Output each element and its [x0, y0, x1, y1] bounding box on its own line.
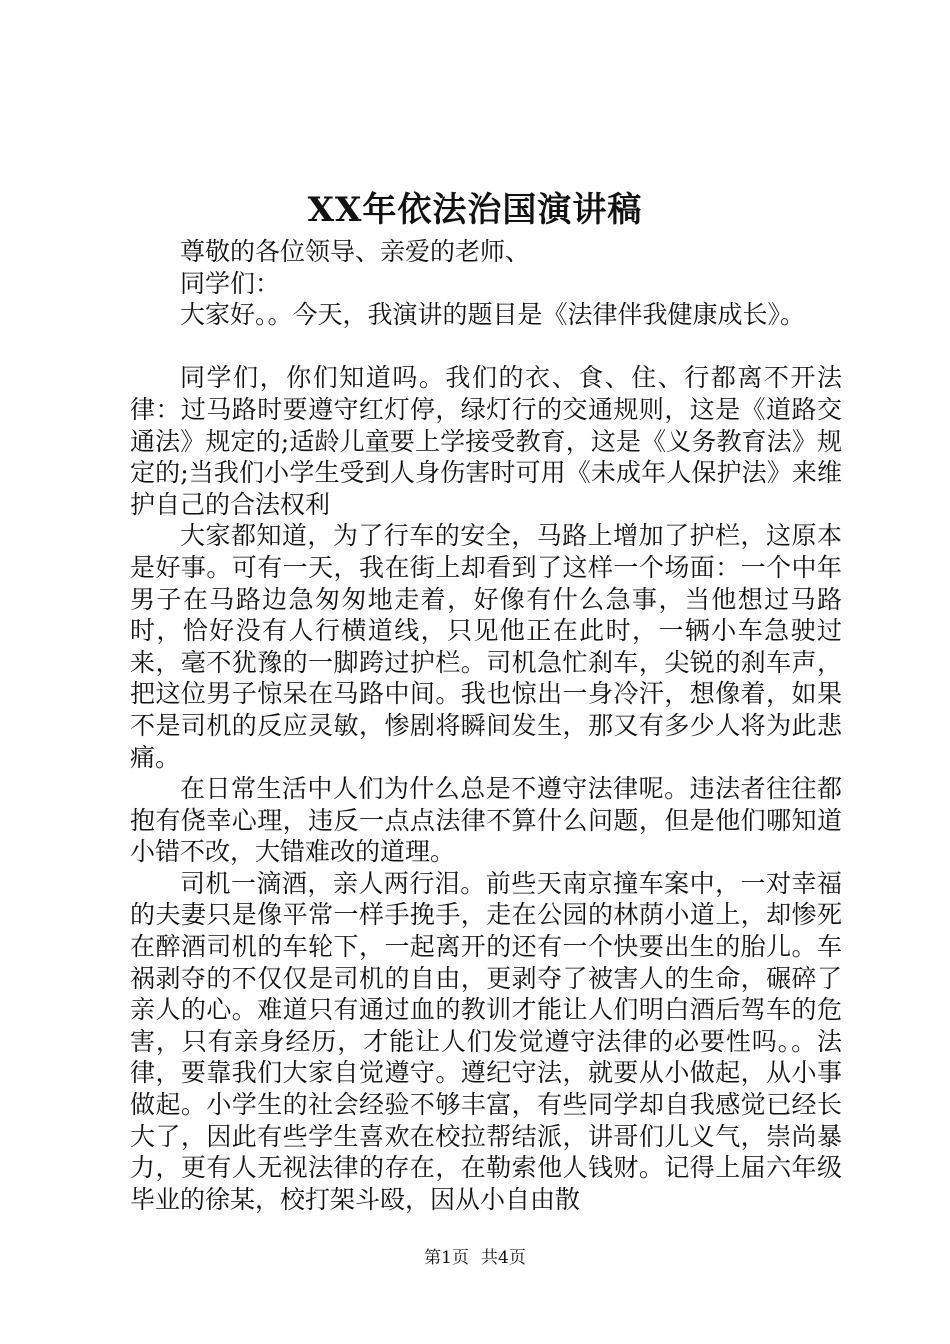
document-body	[130, 236, 842, 1215]
body-paragraph-1: 同学们，你们知道吗。我们的衣、食、住、行都离不开法律：过马路时要遵守红灯停，绿灯行的交通规则，这是《道路交通法》规定的;适龄儿童要上学接受教育，这是《义务教育法》规定的;当我们小学生受到人身伤害时可用《未成年人保护法》来维护自己的合法权利	[130, 363, 842, 519]
greeting-paragraph: 大家好。。今天，我演讲的题目是《法律伴我健康成长》。	[180, 300, 806, 330]
salutation-line-1: 尊敬的各位领导、亲爱的老师、	[180, 237, 531, 266]
body-paragraph-3: 在日常生活中人们为什么总是不遵守法律呢。违法者往往都抱有侥幸心理，违反一点点法律不算什么问题，但是他们哪知道小错不改，大错难改的道理。	[130, 774, 842, 867]
document-title: XX年依法治国演讲稿	[307, 190, 643, 230]
body-paragraph-4: 司机一滴酒，亲人两行泪。前些天南京撞车案中，一对幸福的夫妻只是像平常一样手挽手，走在公园的林荫小道上，却惨死在醉酒司机的车轮下，一起离开的还有一个快要出生的胎儿。车祸剥夺的不仅仅是司机的自由，更剥夺了被害人的生命，碾碎了亲人的心。难道只有通过血的教训才能让人们明白酒后驾车的危害，只有亲身经历，才能让人们发觉遵守法律的必要性吗。。法律，要靠我们大家自觉遵守。遵纪守法，就要从小做起，从小事做起。小学生的社会经验不够丰富，有些同学却自我感觉已经长大了，因此有些学生喜欢在校拉帮结派，讲哥们儿义气，崇尚暴力，更有人无视法律的存在，在勒索他人钱财。记得上届六年级毕业的徐某，校打架斗殴，因从小自由散	[130, 868, 842, 1214]
page-footer	[0, 1246, 950, 1270]
page-total: 共4页	[481, 1248, 526, 1268]
body-paragraph-2: 大家都知道，为了行车的安全，马路上增加了护栏，这原本是好事。可有一天，我在街上却看到了这样一个场面：一个中年男子在马路边急匆匆地走着，好像有什么急事，当他想过马路时，恰好没有人行横道线，只见他正在此时，一辆小车急驶过来，毫不犹豫的一脚跨过护栏。司机急忙刹车，尖锐的刹车声，把这位男子惊呆在马路中间。我也惊出一身冷汗，想像着，如果不是司机的反应灵敏，惨剧将瞬间发生，那又有多少人将为此悲痛。	[130, 521, 842, 772]
page-number: 第1页	[424, 1248, 469, 1268]
salutation-line-2: 同学们：	[180, 268, 281, 298]
paragraph-spacer	[130, 331, 842, 363]
